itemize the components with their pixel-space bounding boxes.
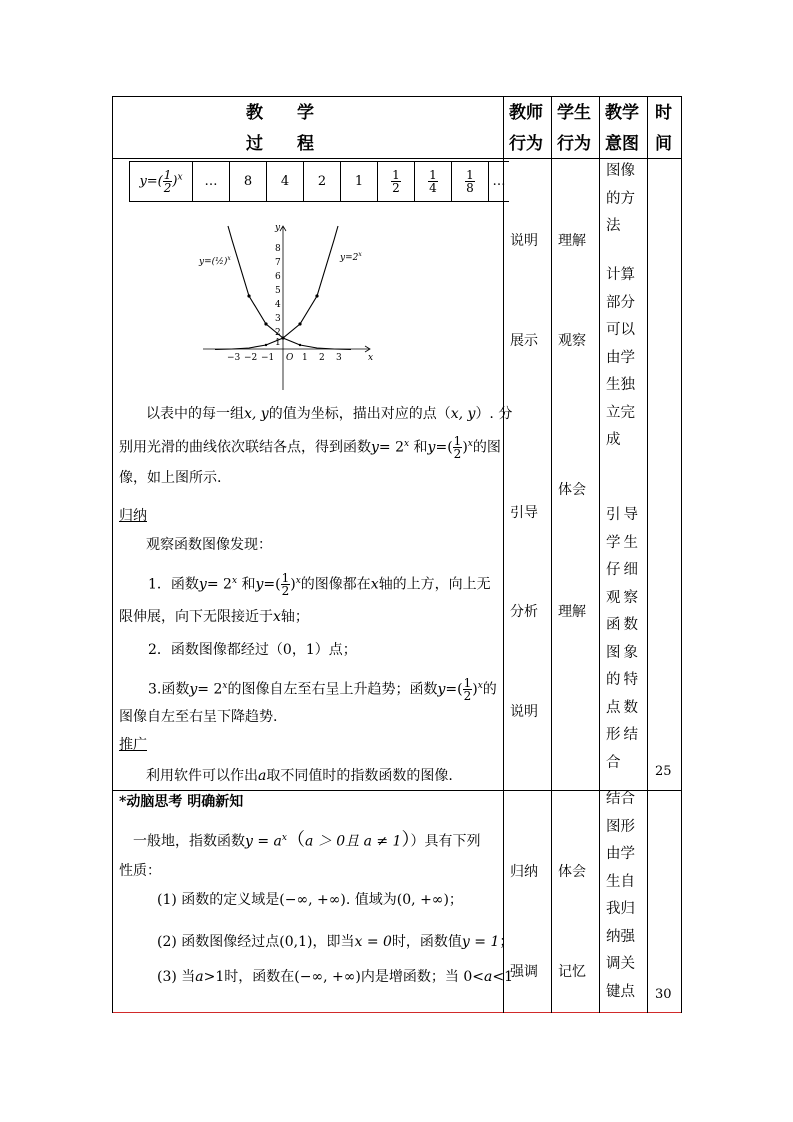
table-border-top: [112, 96, 681, 97]
value-table: [129, 161, 509, 202]
section2-heading: *动脑思考 明确新知: [119, 794, 244, 810]
teacher-action-3: 引导: [510, 505, 538, 521]
svg-text:3: 3: [275, 314, 281, 324]
svg-text:5: 5: [275, 286, 281, 296]
svg-text:−2: −2: [244, 353, 258, 363]
value-cell: …: [193, 162, 230, 202]
header-time: 时间: [655, 103, 672, 154]
teacher-action-7: 强调: [510, 964, 538, 980]
item1-line2: 限伸展，向下无限接近于x轴；: [119, 609, 309, 625]
heading-extend: 推广: [119, 737, 147, 753]
curve-left-label: y=(½)$^x$: [199, 255, 231, 267]
item1-line1: 1．函数$y= 2^x$ 和y=( $\frac{1}{2}$ )$^x$的图像都在x轴的上方，向上无: [148, 571, 491, 599]
property-1: (1) 函数的定义域是(−∞, +∞). 值域为(0, +∞)；: [157, 892, 463, 908]
intent-calc: 计算部分可以由学生独立完成: [606, 267, 635, 448]
header-teacher: 教师行为: [509, 103, 543, 154]
header-student: 学生行为: [557, 103, 591, 154]
exponential-graph: [195, 218, 380, 393]
teacher-action-4: 分析: [510, 604, 538, 620]
value-cell: 4: [267, 162, 304, 202]
curve-right-label: $y=2^x$: [340, 251, 362, 263]
col-line-1: [503, 96, 504, 1013]
teacher-action-1: 说明: [510, 233, 538, 249]
student-action-1: 理解: [558, 233, 586, 249]
header-divider: [112, 158, 681, 159]
fraction-half: $\frac{1}{2}$: [163, 168, 172, 195]
col-line-5: [681, 96, 682, 1013]
value-cell: 2: [304, 162, 341, 202]
teacher-action-5: 说明: [510, 704, 538, 720]
svg-text:−1: −1: [261, 353, 275, 363]
section2-line1: 一般地，指数函数$y = a^x(a > 0$且 a ≠ 1））具有下列: [133, 829, 481, 851]
col-line-2: [551, 96, 552, 1013]
value-table-label: y=( $\frac{1}{2}$ )$^x$: [130, 162, 193, 202]
header-process-line2: 过 程: [246, 134, 314, 154]
intent-method: 图像的方法: [606, 163, 635, 234]
teacher-action-6: 归纳: [510, 864, 538, 880]
student-action-5: 体会: [558, 864, 586, 880]
svg-text:1: 1: [275, 338, 281, 348]
item3-line1: 3.函数$y= 2^x$的图像自左至右呈上升趋势；函数y=( $\frac{1}{2}$ )$^x$的: [148, 676, 497, 704]
observe-line: 观察函数图像发现：: [146, 537, 272, 553]
svg-text:1: 1: [302, 353, 308, 363]
svg-text:2: 2: [319, 353, 325, 363]
teacher-action-2: 展示: [510, 333, 538, 349]
svg-text:3: 3: [336, 353, 342, 363]
time-section1: 25: [655, 764, 672, 779]
header-process-line1: 教 学: [246, 103, 314, 123]
value-cell-fraction: $\frac{1}{2}$: [378, 162, 415, 202]
student-action-2: 观察: [558, 333, 586, 349]
item2: 2．函数图像都经过（0，1）点；: [148, 642, 357, 658]
value-cell-fraction: $\frac{1}{4}$: [415, 162, 452, 202]
svg-text:8: 8: [275, 244, 281, 254]
svg-text:2: 2: [275, 328, 281, 338]
property-3: (3) 当a>1时，函数在(−∞, +∞)内是增函数；当 0<a<1: [157, 969, 513, 985]
para1-line3: 像，如上图所示.: [119, 470, 222, 486]
para1-line1: 以表中的每一组x, y的值为坐标，描出对应的点（x, y）. 分: [146, 406, 513, 422]
extend-line: 利用软件可以作出a取不同值时的指数函数的图像.: [146, 768, 453, 784]
student-action-6: 记忆: [558, 964, 586, 980]
svg-text:6: 6: [275, 272, 281, 282]
section-divider: [112, 790, 681, 791]
svg-text:−3: −3: [227, 353, 241, 363]
student-action-4: 理解: [558, 604, 586, 620]
value-cell: …: [489, 162, 510, 202]
section2-line2: 性质：: [119, 863, 161, 879]
para1-line2: 别用光滑的曲线依次联结各点，得到函数$y= 2^x$ 和y=( $\frac{1}{2}$ )$^x$的图: [119, 434, 501, 462]
value-cell-fraction: $\frac{1}{8}$: [452, 162, 489, 202]
intent-section2: 结合图形由学生自我归纳强调关键点: [606, 791, 635, 1000]
svg-text:O: O: [286, 353, 294, 363]
svg-text:7: 7: [275, 258, 281, 268]
student-action-3: 体会: [558, 482, 586, 498]
table-border-bottom: [112, 1012, 681, 1013]
y-axis-label: y: [275, 223, 281, 233]
heading-induction: 归纳: [119, 508, 147, 524]
value-cell: 1: [341, 162, 378, 202]
item3-line2: 图像自左至右呈下降趋势.: [119, 709, 278, 725]
col-line-0: [112, 96, 113, 1013]
value-cell: 8: [230, 162, 267, 202]
intent-guide: 引导学生仔细观察函数图象的特点数形结合: [606, 507, 641, 771]
property-2: (2) 函数图像经过点(0,1)，即当x = 0时，函数值y = 1；: [157, 934, 514, 950]
col-line-3: [599, 96, 600, 1013]
col-line-4: [647, 96, 648, 1013]
x-axis-label: x: [368, 353, 374, 363]
svg-text:4: 4: [275, 300, 281, 310]
header-intent: 教学意图: [605, 103, 639, 154]
time-section2: 30: [655, 987, 672, 1002]
